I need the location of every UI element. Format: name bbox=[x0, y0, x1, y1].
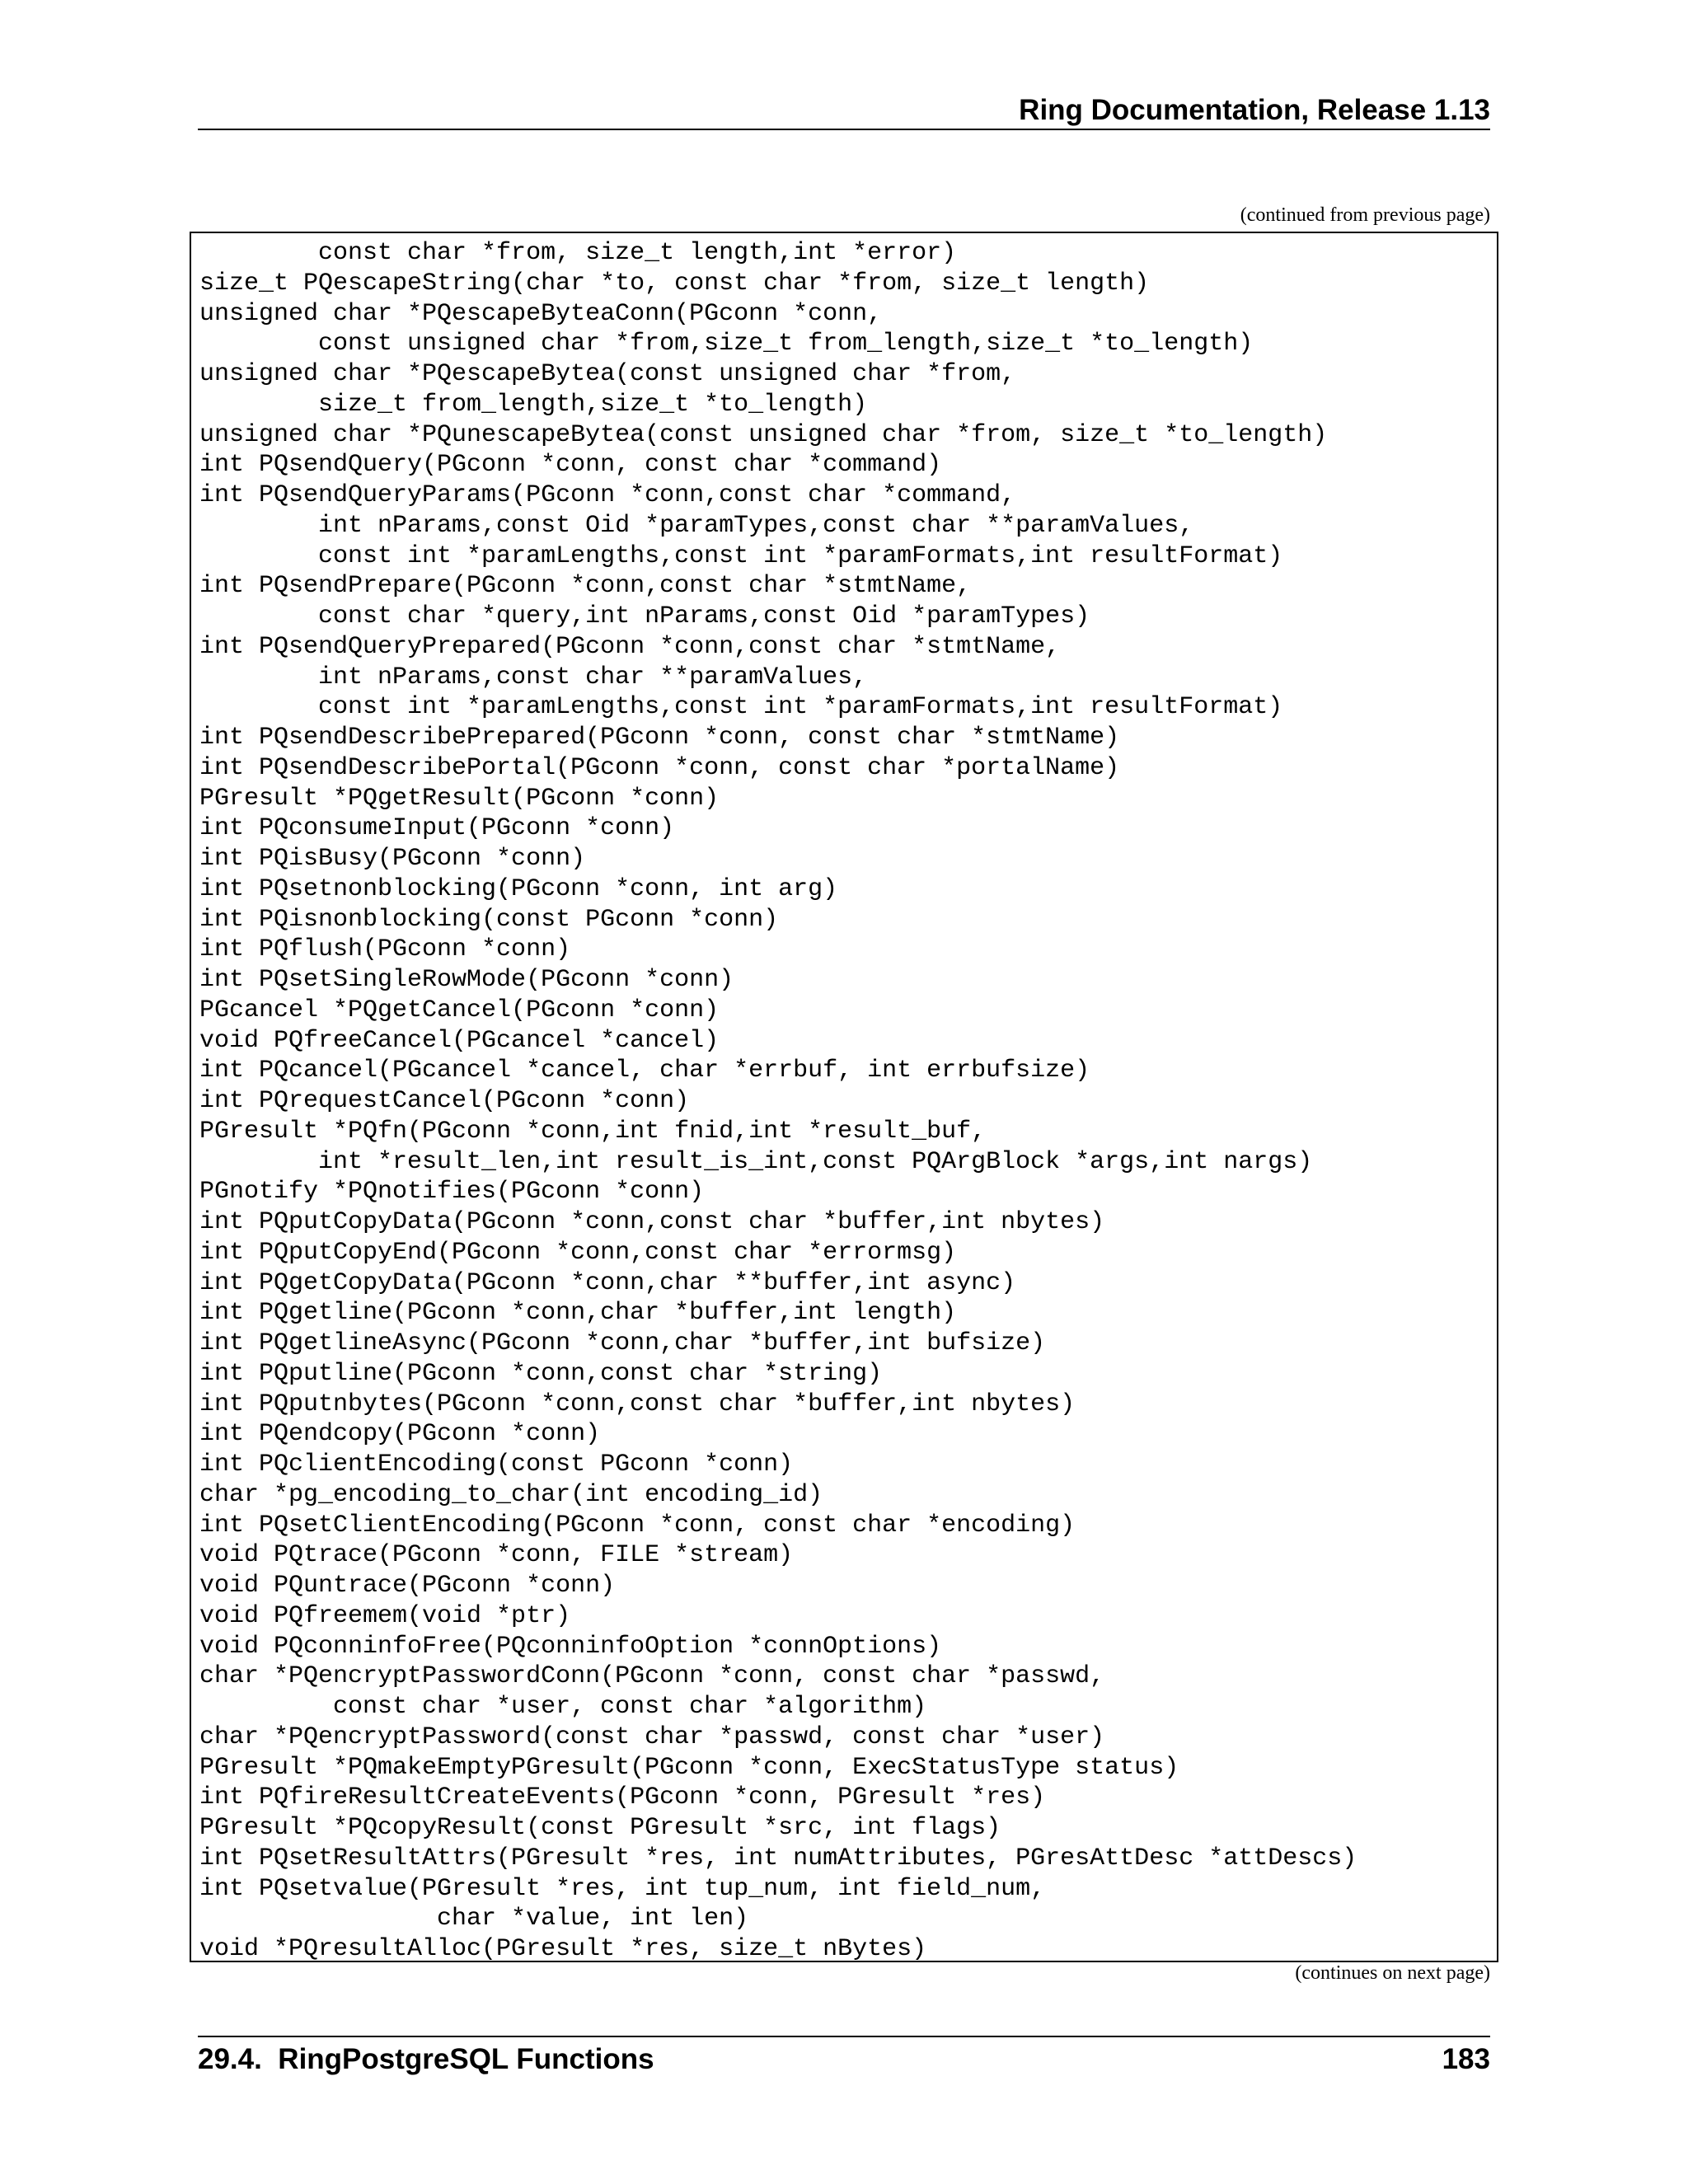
code-line: const char *user, const char *algorithm) bbox=[199, 1693, 927, 1721]
code-line: int PQfireResultCreateEvents(PGconn *conn, PGresult *res) bbox=[199, 1783, 1046, 1812]
code-line: int PQsetResultAttrs(PGresult *res, int numAttributes, PGresAttDesc *attDescs) bbox=[199, 1844, 1357, 1872]
code-line: PGresult *PQmakeEmptyPGresult(PGconn *conn, ExecStatusType status) bbox=[199, 1753, 1179, 1782]
code-line: size_t from_length,size_t *to_length) bbox=[199, 390, 868, 419]
code-line: int PQsendQueryPrepared(PGconn *conn,const char *stmtName, bbox=[199, 632, 1061, 661]
code-line: int PQcancel(PGcancel *cancel, char *errbuf, int errbufsize) bbox=[199, 1057, 1090, 1085]
code-line: void PQfreemem(void *ptr) bbox=[199, 1601, 571, 1630]
code-line: int PQputline(PGconn *conn,const char *string) bbox=[199, 1359, 883, 1388]
code-line: int PQisnonblocking(const PGconn *conn) bbox=[199, 905, 779, 934]
code-line: void *PQresultAlloc(PGresult *res, size_t nBytes) bbox=[199, 1935, 927, 1962]
code-lines bbox=[199, 238, 1497, 1962]
code-line: void PQtrace(PGconn *conn, FILE *stream) bbox=[199, 1541, 794, 1570]
code-line: int PQputCopyEnd(PGconn *conn,const char *errormsg) bbox=[199, 1238, 957, 1267]
code-line: void PQconninfoFree(PQconninfoOption *connOptions) bbox=[199, 1632, 942, 1661]
code-line: int PQputCopyData(PGconn *conn,const char *buffer,int nbytes) bbox=[199, 1208, 1105, 1236]
code-line: unsigned char *PQescapeBytea(const unsigned char *from, bbox=[199, 360, 1016, 388]
code-line: const char *query,int nParams,const Oid *paramTypes) bbox=[199, 602, 1090, 630]
code-line: int PQclientEncoding(const PGconn *conn) bbox=[199, 1451, 794, 1479]
code-line: unsigned char *PQescapeByteaConn(PGconn *conn, bbox=[199, 299, 883, 328]
page-number: 183 bbox=[1442, 2043, 1490, 2075]
code-line: int PQsetvalue(PGresult *res, int tup_num, int field_num, bbox=[199, 1874, 1046, 1903]
footer-section-title: 29.4. RingPostgreSQL Functions bbox=[198, 2043, 654, 2075]
code-line: int PQsendDescribePortal(PGconn *conn, const char *portalName) bbox=[199, 753, 1120, 782]
code-line: int PQsendQuery(PGconn *conn, const char *command) bbox=[199, 451, 942, 480]
code-line: int *result_len,int result_is_int,const PQArgBlock *args,int nargs) bbox=[199, 1147, 1313, 1176]
header-divider bbox=[198, 129, 1490, 130]
code-line: int PQsendDescribePrepared(PGconn *conn, const char *stmtName) bbox=[199, 724, 1120, 752]
code-line: int nParams,const char **paramValues, bbox=[199, 663, 868, 691]
code-line: int PQconsumeInput(PGconn *conn) bbox=[199, 814, 675, 843]
code-line: int PQgetlineAsync(PGconn *conn,char *buffer,int bufsize) bbox=[199, 1329, 1046, 1357]
code-line: PGcancel *PQgetCancel(PGconn *conn) bbox=[199, 996, 720, 1024]
code-block bbox=[190, 232, 1498, 1962]
footer-divider bbox=[198, 2036, 1490, 2037]
code-line: PGnotify *PQnotifies(PGconn *conn) bbox=[199, 1178, 705, 1207]
code-line: PGresult *PQgetResult(PGconn *conn) bbox=[199, 784, 720, 813]
code-line: void PQfreeCancel(PGcancel *cancel) bbox=[199, 1026, 720, 1055]
continued-from-note: (continued from previous page) bbox=[1240, 204, 1490, 226]
page-header-title: Ring Documentation, Release 1.13 bbox=[1019, 94, 1490, 126]
code-line: int PQsetnonblocking(PGconn *conn, int arg) bbox=[199, 874, 838, 903]
code-line: const int *paramLengths,const int *paramFormats,int resultFormat) bbox=[199, 541, 1283, 570]
code-line: int PQputnbytes(PGconn *conn,const char *buffer,int nbytes) bbox=[199, 1390, 1076, 1418]
code-line: char *PQencryptPassword(const char *passwd, const char *user) bbox=[199, 1722, 1105, 1751]
code-line: int PQgetCopyData(PGconn *conn,char **buffer,int async) bbox=[199, 1268, 1016, 1297]
continues-on-note: (continues on next page) bbox=[1295, 1962, 1490, 1984]
code-line: int PQsetSingleRowMode(PGconn *conn) bbox=[199, 966, 734, 994]
code-line: int PQgetline(PGconn *conn,char *buffer,int length) bbox=[199, 1299, 957, 1328]
code-line: int PQsendQueryParams(PGconn *conn,const char *command, bbox=[199, 481, 1016, 509]
code-line: int nParams,const Oid *paramTypes,const char **paramValues, bbox=[199, 511, 1194, 540]
code-line: PGresult *PQfn(PGconn *conn,int fnid,int *result_buf, bbox=[199, 1117, 987, 1146]
code-line: size_t PQescapeString(char *to, const char *from, size_t length) bbox=[199, 269, 1150, 298]
code-line: const unsigned char *from,size_t from_length,size_t *to_length) bbox=[199, 330, 1254, 359]
code-line: char *PQencryptPasswordConn(PGconn *conn, const char *passwd, bbox=[199, 1662, 1105, 1691]
code-line: int PQflush(PGconn *conn) bbox=[199, 935, 571, 964]
code-line: int PQrequestCancel(PGconn *conn) bbox=[199, 1087, 690, 1115]
code-line: int PQsetClientEncoding(PGconn *conn, const char *encoding) bbox=[199, 1511, 1076, 1540]
code-line: const int *paramLengths,const int *paramFormats,int resultFormat) bbox=[199, 693, 1283, 722]
code-line: int PQendcopy(PGconn *conn) bbox=[199, 1420, 601, 1449]
code-line: char *value, int len) bbox=[199, 1905, 749, 1933]
code-line: int PQsendPrepare(PGconn *conn,const char *stmtName, bbox=[199, 572, 972, 601]
code-line: unsigned char *PQunescapeBytea(const unsigned char *from, size_t *to_length) bbox=[199, 420, 1328, 449]
code-line: int PQisBusy(PGconn *conn) bbox=[199, 845, 586, 873]
code-line: void PQuntrace(PGconn *conn) bbox=[199, 1572, 616, 1600]
code-line: PGresult *PQcopyResult(const PGresult *src, int flags) bbox=[199, 1814, 1001, 1842]
code-line: char *pg_encoding_to_char(int encoding_id) bbox=[199, 1480, 823, 1509]
code-line: const char *from, size_t length,int *error) bbox=[199, 239, 957, 267]
